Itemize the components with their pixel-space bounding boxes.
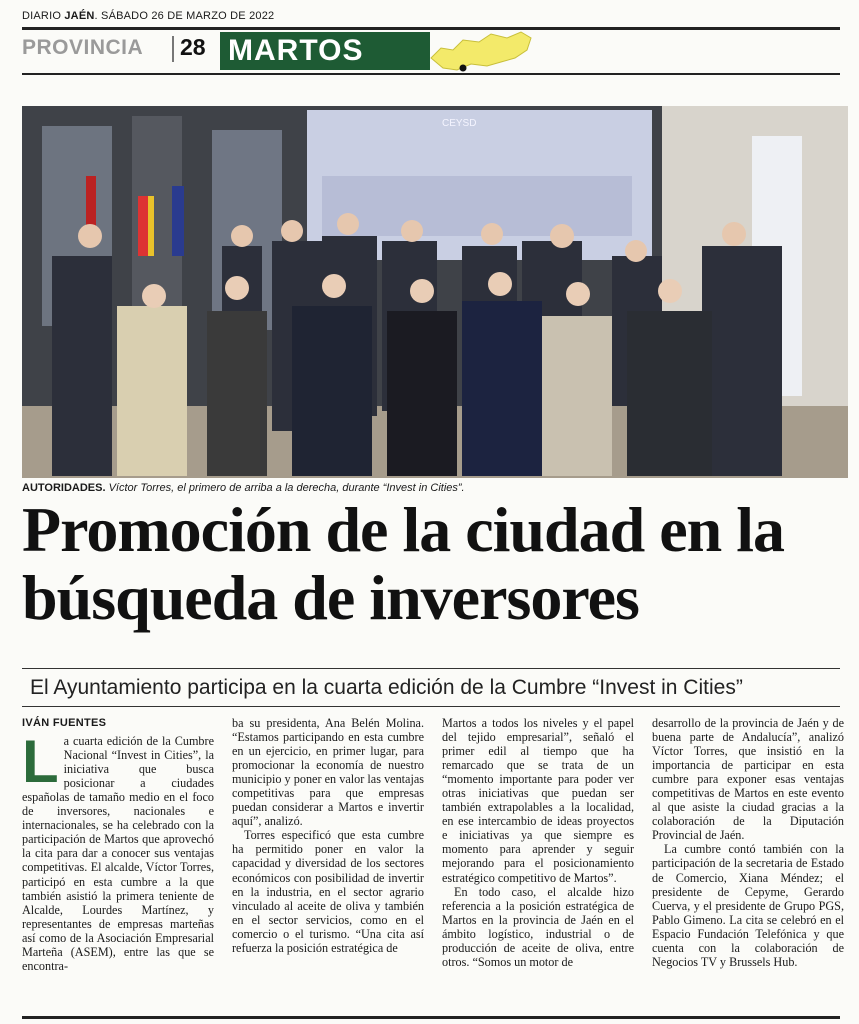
location-dot-icon <box>460 65 467 72</box>
locality-label: MARTOS <box>228 34 364 67</box>
article-column-2 <box>232 716 424 955</box>
byline: IVÁN FUENTES <box>22 717 107 729</box>
article-paragraph: La cumbre contó también con la participación de la secretaria de Estado de Comercio, Xiana Méndez; el presidente de Cepyme, Gerardo Cuerva, y el presidente de Grupo PGS, Pablo Gimeno. La cita se celebró en el Espacio Fundación Telefónica y que cuenta con la colaboración de Negocios TV y Brussels Hub. <box>652 842 844 969</box>
paper-name: DIARIO <box>22 10 62 22</box>
headline: Promoción de la ciudad en la búsqueda de inversores <box>22 494 784 633</box>
subheadline: El Ayuntamiento participa en la cuarta edición de la Cumbre “Invest in Cities” <box>30 676 743 699</box>
article-column-1 <box>22 716 214 973</box>
article-paragraph: Torres especificó que esta cumbre ha permitido poner en valor la capacidad y diversidad de los sectores económicos con posibilidad de invertir en la industria, en el sector agrario vinculado al aceite de oliva y también en el sector servicios, como en el comercio o el turismo. “Una cita así refuerza la posición estratégica de <box>232 828 424 955</box>
photo-caption <box>22 482 840 494</box>
article-paragraph <box>22 728 214 973</box>
article-column-3 <box>442 716 634 969</box>
news-photo <box>22 106 848 478</box>
deck-rule-top <box>22 668 840 669</box>
section-label: PROVINCIA <box>22 36 144 59</box>
screen-title: CEYSD <box>442 118 477 129</box>
article-paragraph: ba su presidenta, Ana Belén Molina. “Estamos participando en esta cumbre en un ejercicio, en primer lugar, para promocionar la economía de nuestro municipio y poner en valor las ventajas competitivas para que empresas puedan considerar a Martos e invertir aquí”, analizó. <box>232 716 424 829</box>
page-number: 28 <box>180 34 206 60</box>
section-header <box>22 32 840 72</box>
caption-label: AUTORIDADES. <box>22 482 106 494</box>
article-paragraph: En todo caso, el alcalde hizo referencia a la posición estratégica de Martos en la provincia de Jaén en el ámbito logístico, industrial o de producción de aceite de oliva, entre otros. “Somos un motor de <box>442 884 634 969</box>
issue-date: . SÁBADO 26 DE MARZO DE 2022 <box>94 10 275 22</box>
article-column-4 <box>652 716 844 969</box>
andalucia-map-icon <box>427 28 537 76</box>
paper-brand: JAÉN <box>64 10 95 22</box>
article-paragraph: Martos a todos los niveles y el papel del tejido empresarial”, señaló el primer edil al tiempo que ha remarcado que se trata de un “momento importante para poder ver otras iniciativas que puedan ser también extrapolables a la localidad, en ese intercambio de ideas proyectos e iniciativas ya que siempre es momento para aprender y seguir mejorando para el posicionamiento estratégico competitivo de Martos”. <box>442 716 634 885</box>
locality-banner <box>220 32 430 70</box>
drop-cap: L <box>22 728 59 796</box>
caption-text: Víctor Torres, el primero de arriba a la derecha, durante “Invest in Cities”. <box>105 482 465 494</box>
paragraph-text: a cuarta edición de la Cumbre Nacional “Invest in Cities”, la iniciativa que busca posicionar a ciudades españolas de tamaño medio en el foco de inversores, nacionales e internacionales, se ha celebrado con la participación de Martos que aprovechó la cita para dar a conocer sus ventajas competitivas. El alcalde, Víctor Torres, participó en esta cumbre a la que también asistió la primera teniente de Alcalde, Lourdes Martínez, y representantes de empresas marteñas así como de la Asociación Empresarial Marteña (ASEM), entre las que se encontra- <box>22 734 214 973</box>
group-photo-illustration <box>22 106 848 478</box>
section-rule <box>22 73 840 75</box>
masthead-line <box>22 10 840 22</box>
deck-rule-bottom <box>22 706 840 707</box>
bottom-rule <box>22 1016 840 1019</box>
section-divider <box>172 36 174 62</box>
article-paragraph: desarrollo de la provincia de Jaén y de buena parte de Andalucía”, analizó Víctor Torres, que insistió en la importancia de participar en esta cumbre para exponer esas ventajas competitivas de Martos en este evento al que asiste la ciudad gracias a la colaboración de la Diputación Provincial de Jaén. <box>652 716 844 843</box>
